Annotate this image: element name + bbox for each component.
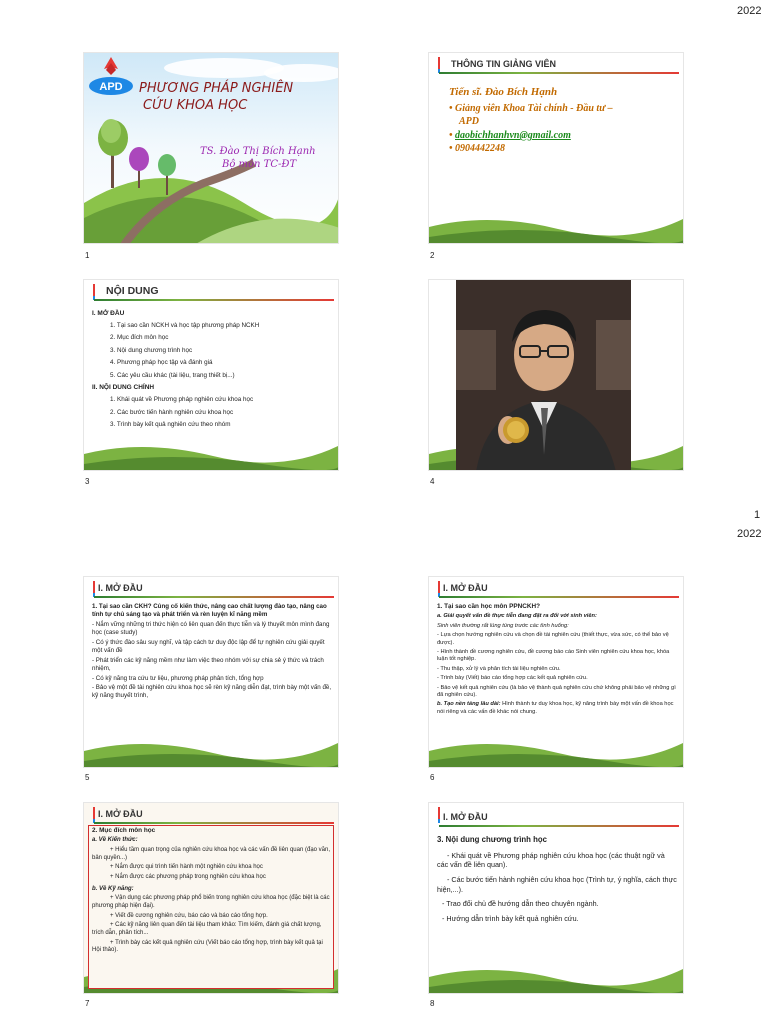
portrait-photo	[456, 280, 631, 471]
list-item: 4. Phương pháp học tập và đánh giá	[110, 359, 213, 367]
list-item: 2. Mục đích môn học	[110, 334, 169, 342]
header-divider	[439, 825, 679, 827]
email-link[interactable]: daobichhanhvn@gmail.com	[455, 129, 571, 141]
slide-lecturer-info	[428, 52, 684, 244]
slide-body: 1. Tại sao cần học môn PPNCKH? a. Giải quyết vấn đề thực tiễn đang đặt ra đối với sinh viên: Sinh viên thường rất lúng túng trước các tình huống: - Lựa chọn hướng nghiên cứu và chọn đề tài nghiên cứu (thiết thực, vừa sức, có thể bảo vệ được). - Hình thành đề cương nghiên cứu, đề cương báo cáo Sinh viên nghiên cứu khoa học, khóa luận tốt nghiệp. - Thu thập, xử lý và phân tích tài liệu nghiên cứu. - Trình bày (Viết) báo cáo tổng hợp các kết quả nghiên cứu. - Bảo vệ kết quả nghiên cứu (là bảo vệ thành quả nghiên cứu chứ không phải bảo vệ những gì đã nghiên cứu). b. Tạo nền tảng lâu dài: Hình thành tư duy khoa học, kỹ năng trình bày một vấn đề khoa học nói riêng và các vấn đề khác nói chung.	[437, 603, 676, 715]
header-divider	[439, 72, 679, 74]
slide-course-purpose	[83, 802, 339, 994]
slide-photo	[428, 279, 684, 471]
header-mark	[93, 284, 95, 300]
presentation-title: PHƯƠNG PHÁP NGHIÊN CỨU KHOA HỌC	[139, 81, 294, 113]
slide-header: I. MỞ ĐẦU	[443, 583, 488, 593]
slide-number: 5	[85, 773, 90, 782]
hills-decoration	[429, 957, 683, 993]
slide-body: 3. Nội dung chương trình học - Khái quát về Phương pháp nghiên cứu khoa học (các thuật ngữ và các vấn đề liên quan). - Các bước tiến hành nghiên cứu khoa học (Trình tự, ý nghĩa, cách thực hiện,...). - Trao đổi chủ đề hướng dẫn theo chuyên ngành. - Hướng dẫn trình bày kết quả nghiên cứu.	[437, 835, 677, 924]
hills-decoration	[84, 731, 338, 767]
slide-number: 1	[85, 251, 90, 260]
contents-list: I. MỞ ĐẦU 1. Tại sao cần NCKH và học tập phương pháp NCKH 2. Mục đích môn học 3. Nội dung chương trình học 4. Phương pháp học tập và đánh giá 5. Các yêu cầu khác (tài liệu, trang thiết bị...) II. NỘI DUNG CHÍNH 1. Khái quát về Phương pháp nghiên cứu khoa học 2. Các bước tiến hành nghiên cứu khoa học 3. Trình bày kết quả nghiên cứu theo nhóm	[92, 307, 332, 434]
list-item: 1. Tại sao cần NCKH và học tập phương pháp NCKH	[110, 321, 260, 329]
lecturer-name: Tiến sĩ. Đào Bích Hạnh	[449, 86, 558, 98]
hills-decoration	[84, 434, 338, 470]
apd-logo-icon	[86, 55, 136, 99]
slide-number: 4	[430, 477, 435, 486]
header-divider	[94, 822, 334, 824]
lecturer-details: Tiến sĩ. Đào Bích Hạnh • Giảng viên Khoa Tài chính - Đầu tư – APD • daobichhanhvn@gmail.com • 0904442248	[449, 86, 613, 155]
slide-number: 7	[85, 999, 90, 1008]
slide-header: I. MỞ ĐẦU	[98, 583, 143, 593]
slide-header: I. MỞ ĐẦU	[443, 812, 488, 822]
slide-body: 1. Tại sao cần CKH? Củng cố kiến thức, nâng cao chất lượng đào tạo, nâng cao tính tự chủ sáng tạo và phát triển và rèn luyện kĩ năng mềm - Nắm vững những tri thức hiện có liên quan đến thực tiễn và lý thuyết môn mình đang học (case study) - Có ý thức đào sâu suy nghĩ, và tập cách tư duy độc lập để tự nghiên cứu giải quyết một vấn đề - Phát triển các kỹ năng mềm như làm việc theo nhóm với sự chia sẻ ý thức và trách nhiệm, - Có kỹ năng tra cứu tư liệu, phương pháp phân tích, tổng hợp - Bảo vệ một đề tài nghiên cứu khoa học sẽ rèn kỹ năng diễn đạt, trình bày một vấn đề, kỹ năng thuyết trình,	[92, 603, 332, 700]
slide-number: 2	[430, 251, 435, 260]
header-mark	[438, 57, 440, 73]
header-mark	[93, 581, 95, 597]
header-divider	[94, 596, 334, 598]
slide-course-content	[428, 802, 684, 994]
slide-title	[83, 52, 339, 244]
list-item: 3. Trình bày kết quả nghiên cứu theo nhóm	[110, 421, 231, 429]
presentation-author: TS. Đào Thị Bích Hạnh Bộ môn TC-ĐT	[200, 146, 316, 170]
phone-number: • 0904442248	[449, 143, 506, 155]
slide-contents	[83, 279, 339, 471]
slide-header: THÔNG TIN GIẢNG VIÊN	[451, 59, 557, 69]
slide-header: NỘI DUNG	[106, 285, 159, 297]
logo-text: APD	[99, 81, 123, 93]
header-divider	[439, 596, 679, 598]
slide-intro-why	[83, 576, 339, 768]
hills-decoration	[429, 207, 683, 243]
slide-header: I. MỞ ĐẦU	[98, 809, 143, 819]
slide-number: 3	[85, 477, 90, 486]
slide-intro-reasons	[428, 576, 684, 768]
slide-number: 8	[430, 999, 435, 1008]
list-item: 2. Các bước tiến hành nghiên cứu khoa học	[110, 408, 234, 416]
slide-body: 2. Mục đích môn học a. Về Kiến thức: + Hiểu tầm quan trọng của nghiên cứu khoa học và các vấn đề liên quan (đạo văn, bản quyền...) + Nắm được qui trình tiến hành một nghiên cứu khoa học + Nắm được các phương pháp trong nghiên cứu khoa học b. Về Kỹ năng: + Vận dụng các phương pháp phổ biến trong nghiên cứu khoa học (đặc biệt là các phương pháp hiện đại). + Viết đề cương nghiên cứu, báo cáo và báo cáo tổng hợp. + Các kỹ năng liên quan đến tài liệu tham khảo: Tìm kiếm, đánh giá chất lượng, trích dẫn, phân tích... + Trình bày các kết quả nghiên cứu (Viết báo cáo tổng hợp, trình bày kết quả tại Hội thảo).	[92, 827, 330, 954]
page-year: 2022	[737, 5, 762, 17]
list-item: 5. Các yêu cầu khác (tài liệu, trang thiết bị...)	[110, 371, 235, 379]
header-mark	[93, 807, 95, 823]
header-mark	[438, 581, 440, 597]
slide-number: 6	[430, 773, 435, 782]
list-item: 3. Nội dung chương trình học	[110, 346, 193, 354]
hills-decoration	[429, 731, 683, 767]
page-year: 2022	[737, 528, 762, 540]
page-number: 1	[754, 509, 761, 521]
header-divider	[94, 299, 334, 301]
header-mark	[438, 807, 440, 823]
list-item: 1. Khái quát về Phương pháp nghiên cứu khoa học	[110, 396, 254, 404]
